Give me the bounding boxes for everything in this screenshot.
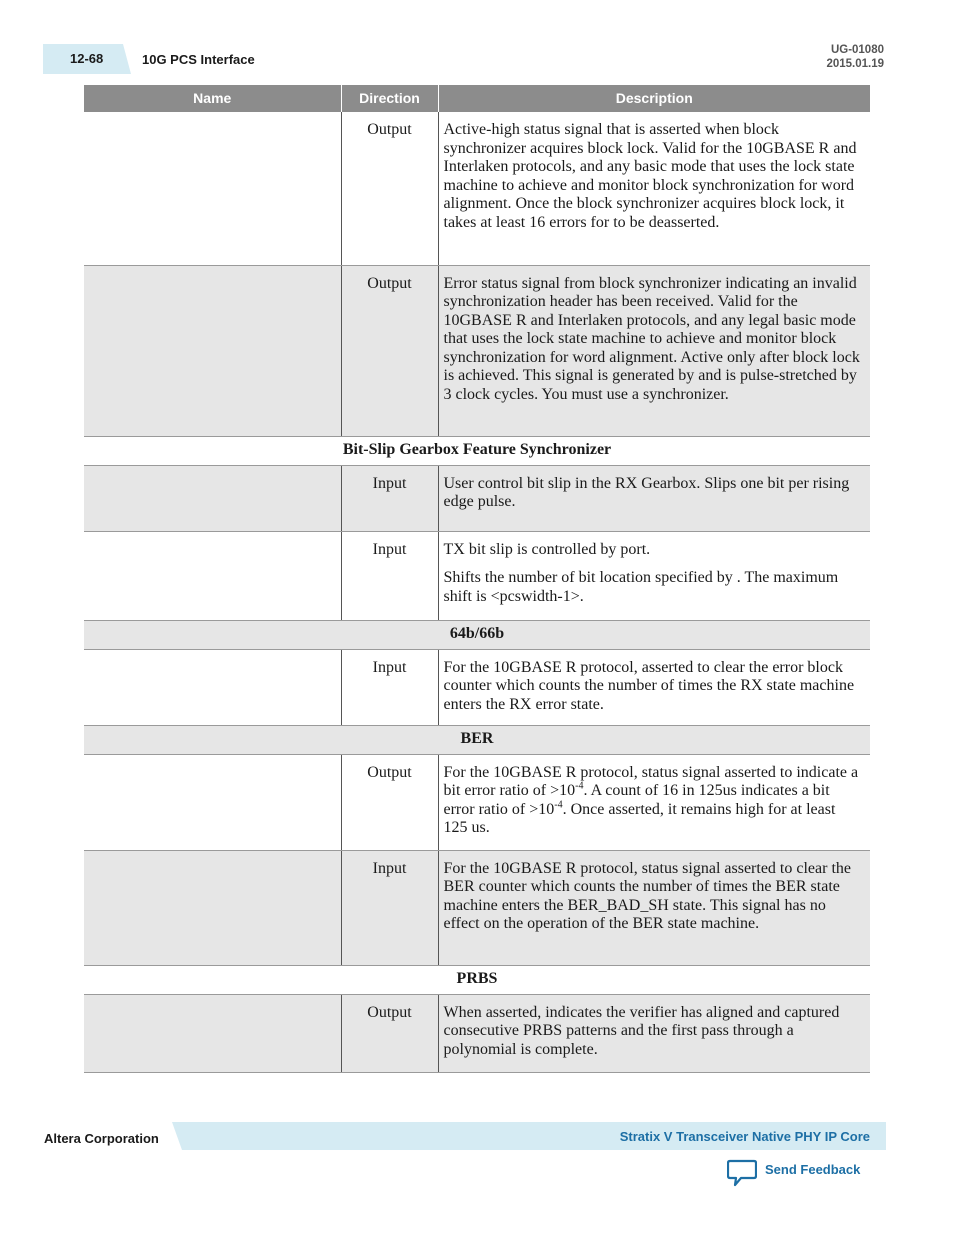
footer-company: Altera Corporation — [44, 1131, 159, 1146]
doc-date: 2015.01.19 — [826, 58, 884, 70]
table-row — [84, 265, 870, 436]
doc-meta — [826, 43, 884, 71]
direction-cell: Output — [341, 112, 438, 265]
description-cell — [438, 850, 870, 965]
footer-doc-title[interactable]: Stratix V Transceiver Native PHY IP Core — [619, 1129, 870, 1144]
table-row — [84, 649, 870, 725]
description-text: TX bit slip is controlled by port. — [443, 540, 651, 558]
description-text: When asserted, indicates the verifier has aligned and captured consecutive PRBS patterns and the first pass through a polynomial is complete. — [443, 1003, 840, 1058]
table-row — [84, 531, 870, 620]
section-heading: Bit-Slip Gearbox Feature Synchronizer — [84, 436, 870, 465]
section-heading: 64b/66b — [84, 620, 870, 649]
section-row — [84, 965, 870, 994]
description-text: For the 10GBASE R protocol, asserted to clear the error block counter which counts the number of times the RX state machine enters the RX error state. — [443, 658, 855, 713]
signal-table — [84, 85, 870, 1073]
signal-name-cell — [84, 994, 341, 1072]
signal-name-cell — [84, 112, 341, 265]
signal-name-cell — [84, 754, 341, 850]
direction-cell: Input — [341, 649, 438, 725]
description-cell — [438, 994, 870, 1072]
description-text: Error status signal from block synchronizer indicating an invalid synchronization header has been received. Valid for the 10GBASE R and Interlaken protocols, and any legal basic mode that uses the lock state machine to achieve and monitor block synchronization for word alignment. Active only after block lock is achieved. This signal is generated by and is pulse-stretched by 3 clock cycles. You must use a synchronizer. — [443, 274, 860, 404]
description-cell — [438, 265, 870, 436]
section-row — [84, 725, 870, 754]
signal-name-cell — [84, 531, 341, 620]
section-title: 10G PCS Interface — [142, 52, 255, 67]
signal-name-cell — [84, 265, 341, 436]
description-text: For the 10GBASE R protocol, status signal asserted to clear the BER counter which counts the number of times the BER state machine enters the BER_BAD_SH state. This signal has no effect on the operation of the BER state machine. — [443, 859, 851, 933]
table-row — [84, 465, 870, 531]
table-header-row — [84, 85, 870, 112]
speech-bubble-icon[interactable] — [727, 1159, 757, 1187]
direction-cell: Input — [341, 531, 438, 620]
description-cell — [438, 754, 870, 850]
table-row — [84, 994, 870, 1072]
column-header-description: Description — [438, 85, 870, 112]
table-row — [84, 754, 870, 850]
doc-id: UG-01080 — [830, 44, 884, 56]
section-heading: PRBS — [84, 965, 870, 994]
description-text: For the 10GBASE R protocol, status signal asserted to indicate a bit error ratio of $>10^{-4}$. A count of 16 in 125us indicates a bit error ratio of $>10^{-4}$. Once asserted, it remains high for at least 125 us. — [443, 763, 859, 837]
description-text: Active-high status signal that is asserted when block synchronizer acquires block lock. Valid for the 10GBASE R and Interlaken protocols, and any basic mode that uses the lock state machine to achieve and monitor block synchronization for word alignment. Once the block synchronizer acquires block lock, it takes at least 16 errors for to be deasserted. — [443, 121, 857, 231]
column-header-direction: Direction — [341, 85, 438, 112]
page-number: 12-68 — [70, 51, 104, 66]
signal-name-cell — [84, 649, 341, 725]
section-heading: BER — [84, 725, 870, 754]
direction-cell: Input — [341, 850, 438, 965]
direction-cell: Input — [341, 465, 438, 531]
description-cell — [438, 112, 870, 265]
description-cell — [438, 649, 870, 725]
direction-cell: Output — [341, 994, 438, 1072]
direction-cell: Output — [341, 754, 438, 850]
table-row — [84, 112, 870, 265]
section-row — [84, 436, 870, 465]
section-row — [84, 620, 870, 649]
column-header-name: Name — [84, 85, 341, 112]
direction-cell: Output — [341, 265, 438, 436]
description-text: User control bit slip in the RX Gearbox. Slips one bit per rising edge pulse. — [443, 474, 850, 511]
send-feedback-link[interactable]: Send Feedback — [765, 1162, 861, 1177]
signal-name-cell — [84, 850, 341, 965]
signal-name-cell — [84, 465, 341, 531]
description-text: Shifts the number of bit location specified by . The maximum shift is <pcswidth-1>. — [443, 569, 839, 605]
description-cell — [438, 465, 870, 531]
description-cell — [438, 531, 870, 620]
table-row — [84, 850, 870, 965]
